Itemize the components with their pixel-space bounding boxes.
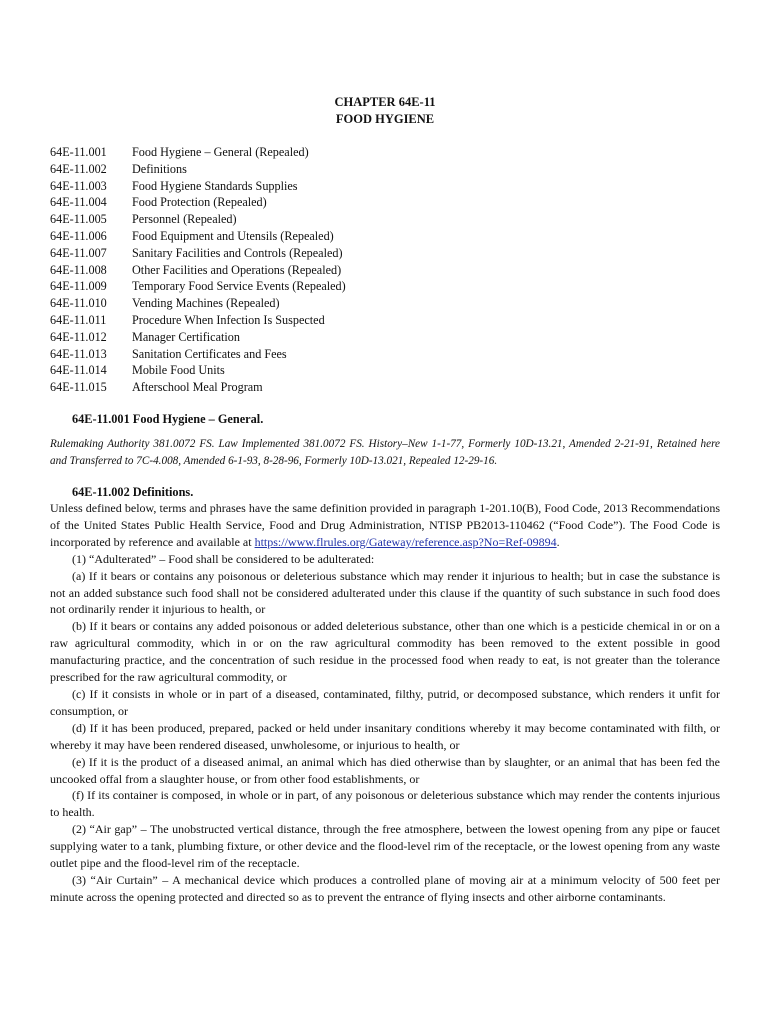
toc-rule-number: 64E-11.015 xyxy=(50,380,107,395)
toc-row xyxy=(50,329,710,346)
definition-paragraph: (3) “Air Curtain” – A mechanical device which produces a controlled plane of moving air at a minimum velocity of 500 feet per minute across the opening protected and directed so as to prevent the entrance of flying insects and other airborne contaminants. xyxy=(50,872,720,904)
toc-rule-number: 64E-11.009 xyxy=(50,279,107,294)
toc-rule-number: 64E-11.003 xyxy=(50,178,107,193)
toc-rule-title: Procedure When Infection Is Suspected xyxy=(132,312,325,327)
intro-text-end: . xyxy=(556,534,560,549)
toc-rule-title: Sanitary Facilities and Controls (Repealed) xyxy=(132,245,343,260)
toc-rule-number: 64E-11.008 xyxy=(50,262,107,277)
toc-row xyxy=(50,194,710,211)
toc-row xyxy=(50,262,710,279)
toc-rule-title: Food Hygiene Standards Supplies xyxy=(132,178,298,193)
toc-row xyxy=(50,362,710,379)
toc-row xyxy=(50,211,710,228)
toc-row xyxy=(50,346,710,363)
toc-rule-title: Food Protection (Repealed) xyxy=(132,195,267,210)
section-heading-64e-11-002: 64E-11.002 Definitions. xyxy=(72,485,194,499)
toc-row xyxy=(50,178,710,195)
toc-rule-number: 64E-11.006 xyxy=(50,228,107,243)
toc-rule-title: Other Facilities and Operations (Repealed) xyxy=(132,262,342,277)
table-of-contents xyxy=(50,144,710,396)
toc-rule-title: Personnel (Repealed) xyxy=(132,212,237,227)
toc-rule-title: Food Hygiene – General (Repealed) xyxy=(132,145,309,159)
chapter-header xyxy=(0,94,770,128)
definition-paragraph: (2) “Air gap” – The unobstructed vertical distance, through the free atmosphere, between the lowest opening from any pipe or faucet supplying water to a tank, plumbing fixture, or other device and the flood-level rim of the receptacle, or the lowest opening from any waste outlet pipe and the flood-level rim of the receptacle. xyxy=(50,822,720,871)
food-code-reference-link[interactable]: https://www.flrules.org/Gateway/reference.asp?No=Ref-09894 xyxy=(254,534,557,549)
toc-rule-number: 64E-11.002 xyxy=(50,161,107,176)
toc-rule-title: Definitions xyxy=(132,161,187,176)
section-heading-64e-11-001: 64E-11.001 Food Hygiene – General. xyxy=(72,412,264,426)
toc-rule-number: 64E-11.001 xyxy=(50,145,107,159)
definition-paragraph: (c) If it consists in whole or in part of a diseased, contaminated, filthy, putrid, or decomposed substance, which renders it unfit for consumption, or xyxy=(50,686,720,718)
definition-paragraph: (b) If it bears or contains any added poisonous or added deleterious substance, other than one which is a pesticide chemical in or on a raw agricultural commodity, which in or on the raw agricultural commodity has been removed to the extent possible in good manufacturing practice, and the concentration of such residue in the processed food when ready to eat, is not greater than the tolerance prescribed for the raw agricultural commodity, or xyxy=(50,619,720,685)
toc-rule-number: 64E-11.005 xyxy=(50,212,107,227)
toc-row xyxy=(50,144,710,161)
toc-rule-title: Vending Machines (Repealed) xyxy=(132,296,280,311)
toc-rule-number: 64E-11.012 xyxy=(50,329,107,344)
toc-row xyxy=(50,161,710,178)
definition-paragraph: (d) If it has been produced, prepared, packed or held under insanitary conditions whereby it may become contaminated with filth, or whereby it may have been rendered diseased, unwholesome, or injurious to health, or xyxy=(50,720,720,752)
chapter-title: FOOD HYGIENE xyxy=(335,112,435,126)
toc-row xyxy=(50,295,710,312)
toc-rule-number: 64E-11.014 xyxy=(50,363,107,378)
toc-row xyxy=(50,379,710,396)
toc-rule-title: Mobile Food Units xyxy=(132,363,225,378)
toc-rule-title: Food Equipment and Utensils (Repealed) xyxy=(132,228,334,243)
history-note: Rulemaking Authority 381.0072 FS. Law Implemented 381.0072 FS. History–New 1-1-77, Formerly 10D-13.21, Amended 2-21-91, Retained here and Transferred to 7C-4.008, Amended 6-1-93, 8-28-96, Formerly 10D-13.021, Repealed 12-29-16. xyxy=(50,438,720,467)
toc-rule-number: 64E-11.007 xyxy=(50,245,107,260)
chapter-number: CHAPTER 64E-11 xyxy=(334,95,436,109)
toc-rule-title: Manager Certification xyxy=(132,329,240,344)
toc-rule-title: Sanitation Certificates and Fees xyxy=(132,346,287,361)
toc-rule-number: 64E-11.011 xyxy=(50,312,107,327)
definitions-intro xyxy=(50,500,720,551)
toc-rule-number: 64E-11.004 xyxy=(50,195,107,210)
definition-paragraph: (e) If it is the product of a diseased animal, an animal which has died otherwise than by slaughter, or an animal that has been fed the uncooked offal from a slaughter house, or from other food establishments, or xyxy=(50,754,720,786)
toc-row xyxy=(50,245,710,262)
definitions-body xyxy=(50,500,720,906)
definition-paragraph: (1) “Adulterated” – Food shall be considered to be adulterated: xyxy=(72,551,375,566)
toc-row xyxy=(50,278,710,295)
toc-row xyxy=(50,228,710,245)
toc-rule-title: Afterschool Meal Program xyxy=(132,380,263,395)
toc-rule-title: Temporary Food Service Events (Repealed) xyxy=(132,279,346,294)
definition-paragraph: (a) If it bears or contains any poisonous or deleterious substance which may render it injurious to health; but in case the substance is not an added substance such food shall not be considered adulterated under this clause if the quantity of such substance in such food does not ordinarily render it injurious to health, or xyxy=(50,568,720,617)
toc-row xyxy=(50,312,710,329)
intro-text: Unless defined below, terms and phrases have the same definition provided in paragraph 1-201.10(B), Food Code, 2013 Recommendations of the United States Public Health Service, Food and Drug Administration, NTISP PB2013-110462 (“Food Code”). The Food Code is incorporated by reference and available at xyxy=(50,501,720,549)
definition-paragraph: (f) If its container is composed, in whole or in part, of any poisonous or deleterious substance which may render the contents injurious to health. xyxy=(50,788,720,820)
toc-rule-number: 64E-11.013 xyxy=(50,346,107,361)
toc-rule-number: 64E-11.010 xyxy=(50,296,107,311)
